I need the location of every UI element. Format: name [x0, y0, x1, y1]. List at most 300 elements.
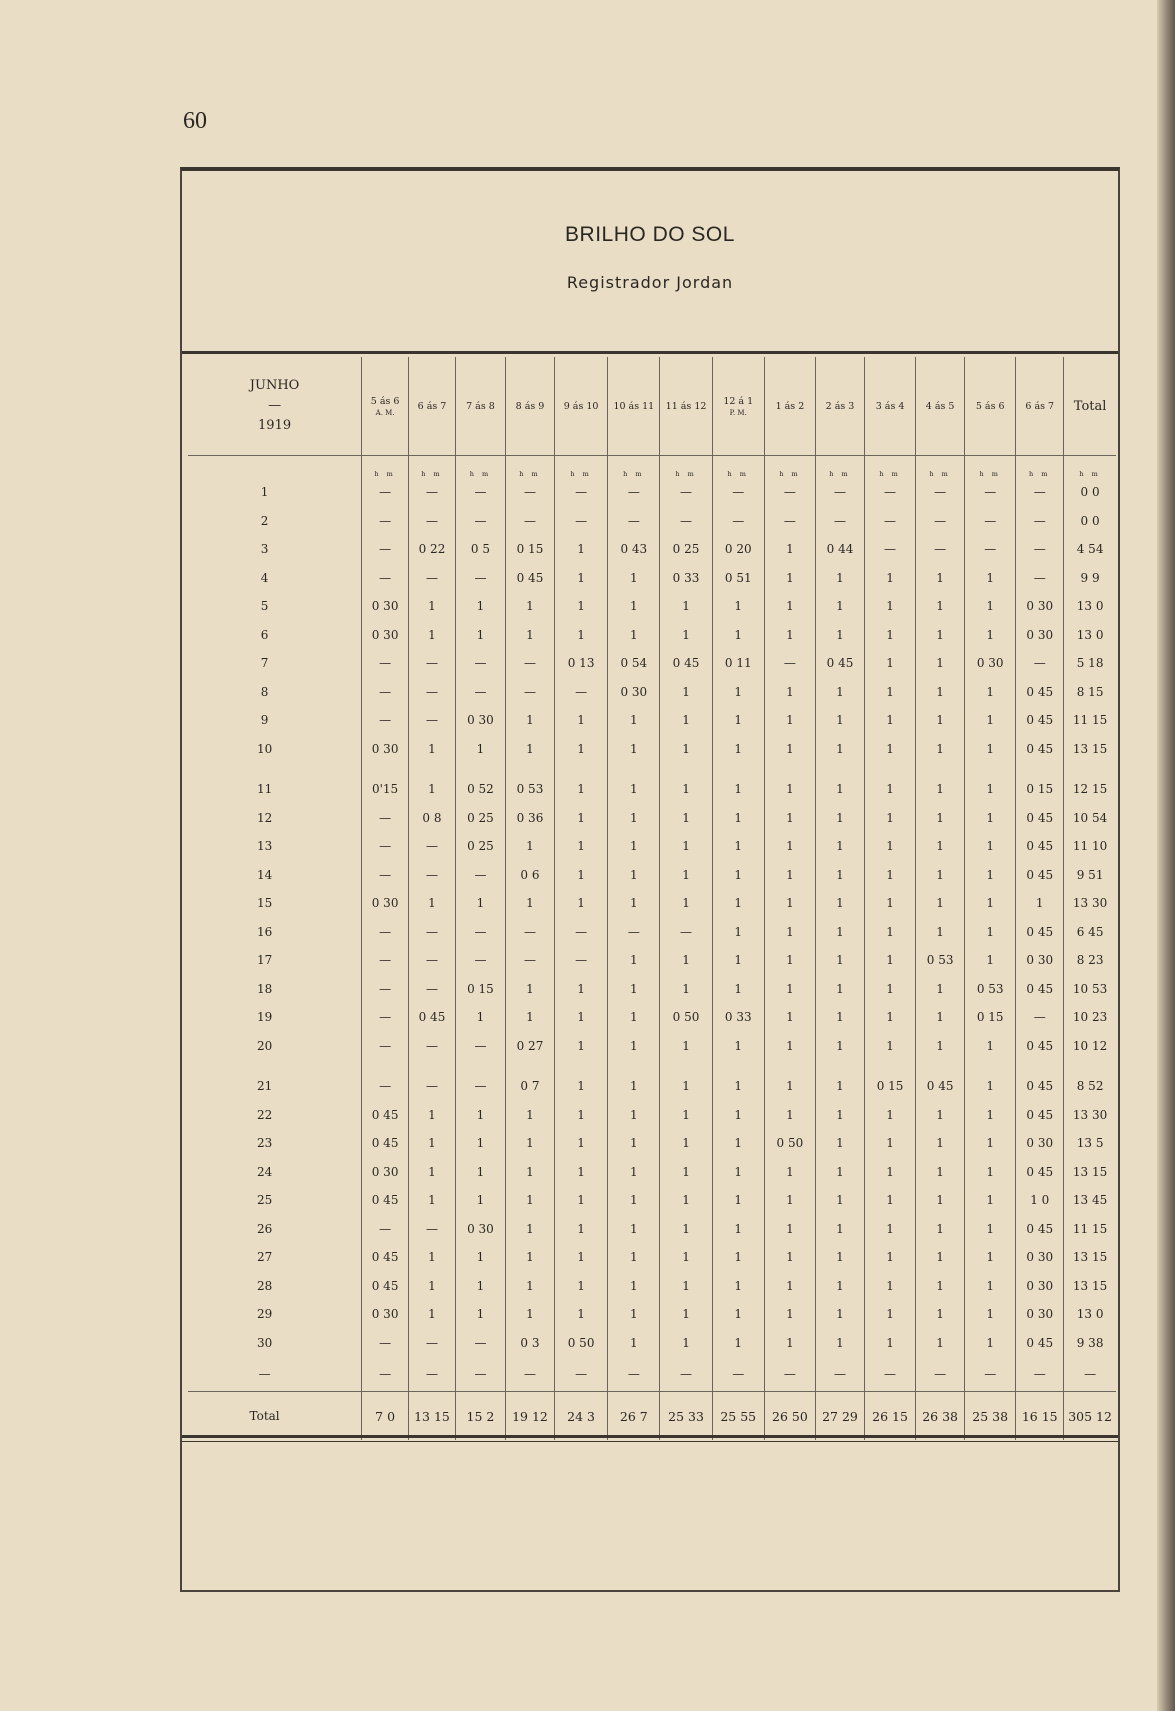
hour-cell: 1 — [608, 1129, 660, 1158]
hour-cell: 1 — [554, 706, 607, 735]
spacer-cell — [608, 1060, 660, 1072]
spacer-cell — [409, 1060, 456, 1072]
row-total-cell: 8 15 — [1064, 678, 1116, 707]
hour-cell: 1 — [916, 975, 965, 1004]
hour-cell: 1 — [815, 1215, 864, 1244]
hour-cell: 0 43 — [608, 535, 660, 564]
hour-cell: — — [409, 678, 456, 707]
hour-cell: 1 — [965, 1186, 1016, 1215]
spacer-cell — [455, 1060, 505, 1072]
hour-cell: 1 — [815, 1243, 864, 1272]
hour-cell: 1 — [455, 621, 505, 650]
table-row — [188, 1158, 1116, 1187]
hour-cell: 1 — [409, 775, 456, 804]
hour-cell: 0 15 — [864, 1072, 915, 1101]
row-total-cell: 13 30 — [1064, 1101, 1116, 1130]
hour-cell: 1 — [554, 592, 607, 621]
hour-cell: 1 — [764, 1101, 815, 1130]
table-row — [188, 832, 1116, 861]
hour-cell: 1 — [554, 535, 607, 564]
hour-cell: 1 — [712, 804, 764, 833]
column-total-cell: 16 15 — [1016, 1392, 1064, 1441]
column-total-cell: 24 3 — [554, 1392, 607, 1441]
hour-cell: 1 — [965, 592, 1016, 621]
hour-cell: 1 — [864, 649, 915, 678]
hour-cell: — — [608, 478, 660, 507]
hour-cell: 1 — [554, 1101, 607, 1130]
hour-cell: 1 — [660, 678, 712, 707]
table-row — [188, 975, 1116, 1004]
row-total-cell: 13 30 — [1064, 889, 1116, 918]
hour-cell: 0 45 — [1016, 1329, 1064, 1358]
table-row — [188, 1072, 1116, 1101]
pm-note: P. M. — [729, 408, 747, 417]
hour-cell: 0 45 — [362, 1186, 409, 1215]
hour-cell: 1 — [608, 804, 660, 833]
table-row — [188, 1101, 1116, 1130]
hour-cell: — — [554, 918, 607, 947]
hour-cell: 1 — [455, 1003, 505, 1032]
hour-cell: 1 — [712, 1272, 764, 1301]
unit-label: h m — [1016, 456, 1064, 479]
day-cell: 12 — [256, 810, 273, 825]
hour-cell: — — [712, 507, 764, 536]
hour-cell: 1 — [815, 946, 864, 975]
hour-cell: 1 — [916, 1186, 965, 1215]
hour-cell: 1 — [965, 1300, 1016, 1329]
hour-cell: 1 — [815, 678, 864, 707]
day-cell: 13 — [256, 839, 273, 854]
hour-cell: 1 — [764, 678, 815, 707]
hour-cell: 1 — [505, 1129, 554, 1158]
table-row — [188, 706, 1116, 735]
hour-cell: 1 — [764, 775, 815, 804]
hour-cell: 1 — [864, 918, 915, 947]
hour-cell: 1 — [660, 946, 712, 975]
hour-cell: 1 — [554, 775, 607, 804]
row-total-cell: 13 15 — [1064, 1272, 1116, 1301]
hour-cell: 1 — [815, 1032, 864, 1061]
hour-cell: — — [455, 564, 505, 593]
hour-cell: 1 — [712, 918, 764, 947]
totals-label: Total — [188, 1392, 362, 1441]
hour-cell: 1 — [455, 592, 505, 621]
row-total-cell: 13 0 — [1064, 1300, 1116, 1329]
column-header: 9 ás 10 — [554, 357, 607, 456]
hour-cell: — — [916, 478, 965, 507]
hour-cell: — — [455, 507, 505, 536]
hour-cell: — — [660, 507, 712, 536]
hour-cell: 0 45 — [1016, 975, 1064, 1004]
hour-cell: 1 — [864, 678, 915, 707]
hour-cell: 0 30 — [362, 1300, 409, 1329]
hour-cell: 0 30 — [608, 678, 660, 707]
hour-cell: — — [409, 564, 456, 593]
table-row — [188, 507, 1116, 536]
hour-cell: 1 — [916, 564, 965, 593]
column-total-cell: 19 12 — [505, 1392, 554, 1441]
header-row — [188, 357, 1116, 456]
spacer-cell — [815, 1060, 864, 1072]
row-total-cell: 11 15 — [1064, 706, 1116, 735]
unit-label: h m — [554, 456, 607, 479]
page-edge — [1157, 0, 1175, 1711]
hour-cell: 1 — [409, 889, 456, 918]
hour-cell: 1 — [965, 1243, 1016, 1272]
row-total-cell: 0 0 — [1064, 507, 1116, 536]
hour-cell: 1 — [764, 804, 815, 833]
table-row — [188, 1129, 1116, 1158]
hour-cell: 0 30 — [362, 889, 409, 918]
hour-cell: 1 — [712, 975, 764, 1004]
unit-label: h m — [362, 456, 409, 479]
hour-cell: 1 — [916, 621, 965, 650]
hour-cell: 1 — [815, 889, 864, 918]
hour-cell: — — [815, 507, 864, 536]
hour-cell: 1 — [505, 592, 554, 621]
hour-cell: 1 — [764, 1003, 815, 1032]
hour-cell: 0 45 — [362, 1272, 409, 1301]
hour-cell: 1 — [815, 621, 864, 650]
hour-cell: — — [362, 478, 409, 507]
hour-cell: — — [409, 1357, 456, 1392]
hour-cell: — — [965, 478, 1016, 507]
hour-cell: 1 — [864, 861, 915, 890]
hour-cell: 1 — [660, 1032, 712, 1061]
hour-cell: 0 3 — [505, 1329, 554, 1358]
hour-cell: — — [409, 649, 456, 678]
hour-cell: 1 — [764, 861, 815, 890]
hour-cell: 1 — [815, 1072, 864, 1101]
hour-cell: 1 — [916, 1158, 965, 1187]
spacer-cell — [660, 1060, 712, 1072]
hour-cell: 0 45 — [916, 1072, 965, 1101]
hour-cell: — — [362, 1003, 409, 1032]
hour-cell: 1 — [764, 1272, 815, 1301]
spacer-cell — [188, 763, 362, 775]
hour-cell: 1 — [815, 592, 864, 621]
month-header — [188, 357, 362, 456]
row-total-cell: — — [1064, 1357, 1116, 1392]
hour-cell: 1 — [554, 1032, 607, 1061]
hour-cell: 0 25 — [455, 804, 505, 833]
day-cell: 3 — [260, 542, 269, 557]
hour-cell: 1 — [554, 1072, 607, 1101]
hour-cell: 1 — [815, 1300, 864, 1329]
hour-cell: 1 — [916, 649, 965, 678]
hour-cell: 1 — [554, 832, 607, 861]
hour-cell: — — [554, 678, 607, 707]
table-row — [188, 1300, 1116, 1329]
hour-cell: 0 30 — [1016, 1272, 1064, 1301]
bottom-rule-thin — [182, 1441, 1118, 1442]
hour-cell: 0 45 — [409, 1003, 456, 1032]
hour-cell: 1 — [608, 775, 660, 804]
hour-cell: — — [660, 478, 712, 507]
table-row — [188, 592, 1116, 621]
row-total-cell: 13 0 — [1064, 621, 1116, 650]
hour-cell: — — [505, 918, 554, 947]
spacer-cell — [660, 763, 712, 775]
hour-cell: 1 — [965, 1032, 1016, 1061]
day-cell: 21 — [256, 1079, 273, 1094]
hour-cell: 0 30 — [455, 1215, 505, 1244]
hour-cell: 1 — [409, 1272, 456, 1301]
hour-cell: 0 27 — [505, 1032, 554, 1061]
hour-cell: 1 — [608, 1032, 660, 1061]
column-total-cell: 25 33 — [660, 1392, 712, 1441]
hour-cell: 1 — [455, 735, 505, 764]
hour-cell: — — [455, 861, 505, 890]
hour-cell: 1 — [965, 678, 1016, 707]
hour-cell: 1 — [608, 1243, 660, 1272]
row-total-cell: 10 53 — [1064, 975, 1116, 1004]
hour-cell: 1 — [864, 804, 915, 833]
hour-cell: 1 — [455, 889, 505, 918]
hour-cell: 1 — [660, 889, 712, 918]
hour-cell: 1 — [916, 1243, 965, 1272]
spacer-cell — [712, 763, 764, 775]
hour-cell: 1 — [965, 861, 1016, 890]
hour-cell: — — [362, 535, 409, 564]
column-header: 8 ás 9 — [505, 357, 554, 456]
hour-cell: 0 45 — [660, 649, 712, 678]
hour-cell: 1 — [608, 1072, 660, 1101]
hour-cell: 1 — [712, 946, 764, 975]
hour-cell: 0 30 — [1016, 946, 1064, 975]
spacer-cell — [965, 1060, 1016, 1072]
table-row — [188, 564, 1116, 593]
hour-cell: — — [362, 918, 409, 947]
hour-cell: — — [764, 507, 815, 536]
hour-cell: 1 — [815, 1329, 864, 1358]
hour-cell: 0 45 — [815, 649, 864, 678]
hour-cell: 1 — [965, 804, 1016, 833]
unit-label: h m — [815, 456, 864, 479]
hour-cell: — — [505, 507, 554, 536]
hour-cell: 1 — [554, 1158, 607, 1187]
hour-cell: 1 — [965, 564, 1016, 593]
hour-cell: — — [916, 507, 965, 536]
hour-cell: 1 — [815, 975, 864, 1004]
hour-cell: — — [712, 478, 764, 507]
table-row — [188, 1243, 1116, 1272]
hour-cell: — — [1016, 1003, 1064, 1032]
hour-cell: 1 — [712, 1101, 764, 1130]
hour-cell: — — [505, 649, 554, 678]
total-column-header: Total — [1064, 357, 1116, 456]
table-row — [188, 649, 1116, 678]
hour-cell: 0 45 — [1016, 1158, 1064, 1187]
day-cell: 27 — [256, 1250, 273, 1265]
table-row — [188, 1032, 1116, 1061]
hour-cell: — — [455, 1357, 505, 1392]
hour-cell: 0 45 — [1016, 678, 1064, 707]
row-total-cell: 13 45 — [1064, 1186, 1116, 1215]
hour-cell: — — [409, 706, 456, 735]
hour-cell: 0 45 — [1016, 1032, 1064, 1061]
hour-cell: 1 — [712, 1329, 764, 1358]
hour-cell: 1 — [965, 621, 1016, 650]
hour-cell: 1 — [815, 1129, 864, 1158]
hour-cell: 0 50 — [554, 1329, 607, 1358]
hour-cell: 1 — [608, 975, 660, 1004]
table-row — [188, 678, 1116, 707]
hour-cell: 1 — [864, 706, 915, 735]
table-row — [188, 889, 1116, 918]
hour-cell: 1 — [864, 1272, 915, 1301]
column-header: 5 ás 6 A. M. — [362, 357, 409, 456]
hour-cell: — — [554, 507, 607, 536]
hour-cell: 1 — [965, 889, 1016, 918]
hour-cell: 1 — [608, 592, 660, 621]
hour-cell: — — [362, 1215, 409, 1244]
hour-cell: 1 — [864, 1300, 915, 1329]
hour-cell: 0 45 — [1016, 706, 1064, 735]
hour-cell: 0 30 — [1016, 1300, 1064, 1329]
unit-label: h m — [864, 456, 915, 479]
hour-cell: 1 — [965, 1272, 1016, 1301]
day-cell: 29 — [256, 1307, 273, 1322]
hour-cell: 1 — [554, 889, 607, 918]
hour-cell: 0 25 — [455, 832, 505, 861]
hour-cell: 1 — [608, 735, 660, 764]
column-header: 12 á 1 P. M. — [712, 357, 764, 456]
hour-cell: 1 — [455, 1243, 505, 1272]
row-total-cell: 8 23 — [1064, 946, 1116, 975]
row-total-cell: 10 23 — [1064, 1003, 1116, 1032]
hour-cell: — — [362, 706, 409, 735]
hour-cell: 1 — [712, 832, 764, 861]
hour-cell: — — [1016, 478, 1064, 507]
day-cell: 22 — [256, 1107, 273, 1122]
hour-cell: 1 — [965, 918, 1016, 947]
hour-cell: 1 — [916, 775, 965, 804]
hour-cell: 1 — [764, 1072, 815, 1101]
hour-cell: 1 — [712, 1158, 764, 1187]
hour-cell: 0 45 — [1016, 1215, 1064, 1244]
table-row — [188, 535, 1116, 564]
hour-cell: — — [608, 918, 660, 947]
spacer-cell — [505, 763, 554, 775]
table-row — [188, 861, 1116, 890]
spacer-cell — [712, 1060, 764, 1072]
hour-cell: 0 33 — [660, 564, 712, 593]
hour-cell: 1 — [505, 889, 554, 918]
hour-cell: 1 — [712, 592, 764, 621]
table-row — [188, 1215, 1116, 1244]
column-header: 6 ás 7 — [409, 357, 456, 456]
hour-cell: 1 — [965, 775, 1016, 804]
day-cell: 20 — [256, 1038, 273, 1053]
hour-cell: 1 — [864, 1186, 915, 1215]
hour-cell: 1 — [864, 1129, 915, 1158]
hour-cell: — — [608, 1357, 660, 1392]
hour-cell: 1 — [660, 735, 712, 764]
hour-cell: 1 — [815, 1003, 864, 1032]
hour-cell: 1 — [660, 861, 712, 890]
hour-cell: 1 — [554, 1272, 607, 1301]
day-cell: 17 — [256, 953, 273, 968]
hour-cell: 0 45 — [1016, 832, 1064, 861]
hour-cell: 1 — [916, 1101, 965, 1130]
column-header: 1 ás 2 — [764, 357, 815, 456]
spacer-cell — [864, 763, 915, 775]
hour-cell: 0 50 — [660, 1003, 712, 1032]
column-total-cell: 7 0 — [362, 1392, 409, 1441]
hour-cell: 0 5 — [455, 535, 505, 564]
column-header: 6 ás 7 — [1016, 357, 1064, 456]
hour-cell: 1 — [409, 1129, 456, 1158]
hour-cell: 1 — [505, 1101, 554, 1130]
hour-cell: — — [505, 478, 554, 507]
hour-cell: — — [1016, 507, 1064, 536]
hour-cell: 1 — [505, 621, 554, 650]
hour-cell: 1 — [455, 1186, 505, 1215]
hour-cell: 1 — [815, 861, 864, 890]
column-total-cell: 25 38 — [965, 1392, 1016, 1441]
hour-cell: — — [455, 649, 505, 678]
hour-cell: 1 — [916, 918, 965, 947]
hour-cell: 1 — [916, 1129, 965, 1158]
grand-total-cell: 305 12 — [1064, 1392, 1116, 1441]
spacer-cell — [916, 763, 965, 775]
hour-cell: 1 — [712, 775, 764, 804]
hour-cell: 0 11 — [712, 649, 764, 678]
hour-cell: — — [409, 1329, 456, 1358]
hour-cell: 1 — [764, 889, 815, 918]
hour-cell: 0 30 — [362, 735, 409, 764]
hour-cell: 1 — [712, 1300, 764, 1329]
hour-cell: 1 — [554, 804, 607, 833]
hour-cell: 0 8 — [409, 804, 456, 833]
day-cell: — — [258, 1367, 271, 1381]
hour-cell: 1 — [815, 804, 864, 833]
hour-cell: 1 — [455, 1101, 505, 1130]
row-total-cell: 9 9 — [1064, 564, 1116, 593]
hour-cell: 1 — [864, 1032, 915, 1061]
hour-cell: 1 — [864, 564, 915, 593]
hour-cell: 1 — [965, 735, 1016, 764]
hour-cell: — — [362, 649, 409, 678]
unit-label: h m — [916, 456, 965, 479]
hour-cell: — — [864, 535, 915, 564]
unit-label: h m — [455, 456, 505, 479]
hour-cell: — — [764, 478, 815, 507]
hour-cell: — — [455, 478, 505, 507]
hour-cell: 0 15 — [505, 535, 554, 564]
hour-cell: — — [916, 1357, 965, 1392]
day-cell: 30 — [256, 1335, 273, 1350]
hour-cell: 0 30 — [362, 592, 409, 621]
hour-cell: — — [455, 1329, 505, 1358]
day-cell: 11 — [256, 782, 273, 797]
hour-cell: 1 — [505, 735, 554, 764]
day-cell: 6 — [260, 627, 269, 642]
day-cell: 26 — [256, 1221, 273, 1236]
hour-cell: 0 45 — [362, 1129, 409, 1158]
hour-cell: 1 — [1016, 889, 1064, 918]
table-frame — [180, 167, 1120, 1592]
day-cell: 5 — [260, 599, 269, 614]
hour-cell: 1 — [764, 1243, 815, 1272]
hour-cell: 1 — [916, 889, 965, 918]
hour-cell: — — [409, 1072, 456, 1101]
hour-cell: 1 — [660, 1129, 712, 1158]
day-cell: 7 — [260, 656, 269, 671]
hour-cell: — — [409, 478, 456, 507]
table-row — [188, 1329, 1116, 1358]
